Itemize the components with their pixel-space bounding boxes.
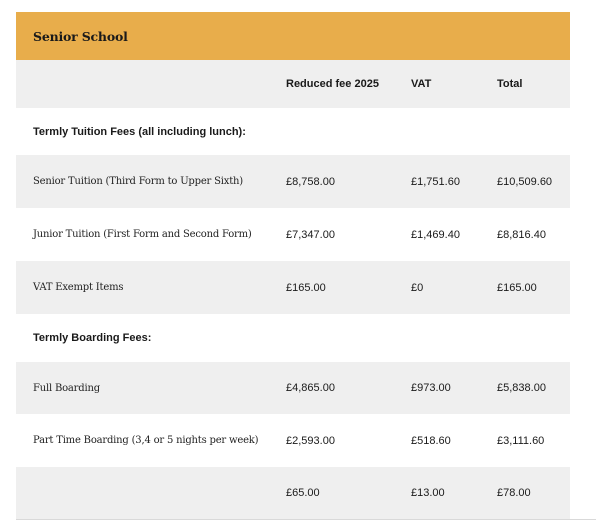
bottom-divider (16, 519, 596, 520)
table-row (16, 467, 570, 519)
table-row (16, 414, 570, 467)
table-row (16, 155, 570, 208)
row-fee: £165.00 (286, 281, 326, 294)
header-total: Total (497, 78, 523, 90)
fees-table (16, 12, 570, 519)
table-row (16, 261, 570, 314)
header-vat: VAT (411, 78, 432, 90)
row-vat: £1,751.60 (411, 175, 460, 188)
table-title: Senior School (33, 28, 128, 44)
section-label: Termly Boarding Fees: (33, 332, 152, 344)
row-total: £10,509.60 (497, 175, 553, 188)
section-row-boarding (16, 314, 570, 362)
table-row (16, 208, 570, 261)
row-fee: £8,758.00 (286, 175, 335, 188)
row-vat: £1,469.40 (411, 228, 460, 241)
row-total: £165.00 (497, 281, 537, 294)
header-row (16, 60, 570, 108)
row-total: £8,816.40 (497, 228, 546, 241)
row-label: Full Boarding (33, 382, 100, 394)
table-title-bar (16, 12, 570, 60)
row-vat: £518.60 (411, 434, 451, 447)
row-label: Junior Tuition (First Form and Second Form) (33, 229, 252, 240)
row-total: £78.00 (497, 487, 531, 499)
section-row-tuition (16, 108, 570, 155)
row-fee: £4,865.00 (286, 382, 335, 394)
row-label: Part Time Boarding (3,4 or 5 nights per week) (33, 435, 259, 446)
row-vat: £0 (411, 281, 424, 294)
row-total: £3,111.60 (497, 434, 545, 447)
section-label: Termly Tuition Fees (all including lunch): (33, 125, 246, 138)
row-fee: £2,593.00 (286, 434, 335, 447)
row-label: Senior Tuition (Third Form to Upper Sixth) (33, 176, 243, 187)
row-total: £5,838.00 (497, 382, 546, 394)
table-row (16, 362, 570, 414)
row-fee: £7,347.00 (286, 228, 335, 241)
header-reduced-fee: Reduced fee 2025 (286, 78, 379, 90)
row-fee: £65.00 (286, 487, 320, 499)
row-label: VAT Exempt Items (33, 282, 124, 293)
row-vat: £973.00 (411, 382, 451, 394)
row-vat: £13.00 (411, 487, 445, 499)
